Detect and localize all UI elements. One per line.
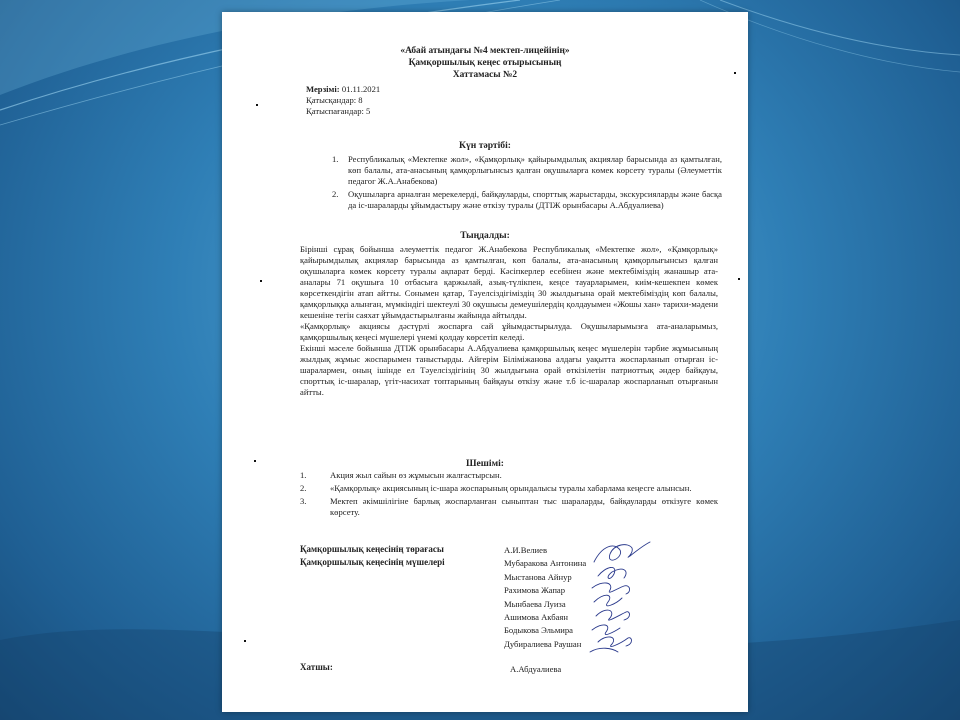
agenda-item-number: 2. [332,189,339,199]
agenda-list [332,154,722,213]
agenda-item [332,154,722,187]
date-label: Мерзімі: [306,84,340,94]
agenda-item-text: Республикалық «Мектепке жол», «Қамқорлық» қайырымдылық акциялар барысында аз қамтылған, көп балалы, ата-анасының қамқорлығынсыз қалған оқушыларға көмек көрсету туралы (Әлеуметтік педагог Ж.А.Анабекова) [348,154,722,186]
absentees-count: Қатыспағандар: 5 [306,106,371,116]
signatory-list [504,545,586,652]
chair-label: Қамқоршылық кеңесінің төрағасы [300,544,444,554]
scan-mark [254,460,256,462]
signatory-name: Бодыкова Эльмира [504,625,573,636]
signatory-name: Мыстанова Айнур [504,571,572,582]
attendees-count: Қатысқандар: 8 [306,95,363,105]
scan-mark [260,280,262,282]
secretary-label: Хатшы: [300,662,333,672]
agenda-item [332,189,722,211]
scan-mark [256,104,258,106]
scan-mark [244,640,246,642]
signatory-name: Рахимова Жапар [504,585,566,596]
heard-section [300,244,718,398]
header-protocol-number: Хаттамасы №2 [452,70,518,80]
signatory-name: Дубиралиева Раушан [504,638,582,649]
heard-paragraph: «Қамқорлық» акциясы дәстүрлі жоспарға сай ұйымдастырылуда. Оқушыларымызға ата-аналарымыз, қамқоршылық кеңесі мүшелері үнемі қолдау көрсетіп келеді. [300,321,718,342]
scan-mark [738,278,740,280]
members-label: Қамқоршылық кеңесінің мүшелері [300,557,445,567]
decision-list [300,470,718,520]
meeting-date [306,84,380,95]
header-school-name: «Абай атындағы №4 мектеп-лицейінің» [400,46,570,56]
heard-title: Тыңдалды: [460,230,510,241]
signatory-name: Мынбаева Луиза [504,598,566,609]
meta-block [306,84,380,117]
header-council-title: Қамқоршылық кеңес отырысының [408,58,562,68]
heard-paragraph: Бірінші сұрақ бойынша әлеуметтік педагог Ж.Анабекова Республикалық «Мектепке жол», «Қамқорлық» қайырымдылық акциялар барысында аз қамтылған, көп балалы, ата-анасының қамқорлығынсыз қалған оқушыларға көмек көрсету туралы ақпарат берді. Кәсіпкерлер есебінен және мектебіміздің жанашыр ата-аналары 71 оқушыға 10 отбасыға қаржылай, азық-түлікпен, кеңсе тауарларымен, киім-кешекпен көмек көрсеткендігін атап айтты. Сонымен қатар, Тәуелсіздігіміздің 30 жылдығына орай мектебіміздің көп балалы, қамқорлыққа алынған, мүмкіндігі шектеулі 30 оқушысы демеушілердің қолдауымен «Жошы хан» тарихи-мәдени кешеніне тегін саяхат ұйымдастырылғаны жайында айтылды. [300,244,718,320]
agenda-item-text: Оқушыларға арналған мерекелерді, байқауларды, спорттық жарыстарды, экскурсияларды және басқа да іс-шараларды ұйымдастыру және өткізу туралы (ДТІЖ орынбасары А.Абдуалиева) [348,189,722,210]
handwritten-signatures [584,540,664,658]
decision-item-text: Мектеп әкімшілігіне барлық жоспарланған сыныптан тыс шараларды, байқауларды өткізуге көмек көрсету. [330,496,718,517]
decision-item-number: 1. [300,470,307,480]
decision-item [300,496,718,518]
decision-item-number: 2. [300,483,307,493]
agenda-item-number: 1. [332,154,339,164]
signatory-name: Ашимова Акбаян [504,611,568,622]
decision-item-number: 3. [300,496,307,506]
scan-mark [734,72,736,74]
decision-item [300,470,718,481]
signatory-name: Мубаракова Антонина [504,558,587,569]
decision-item-text: Акция жыл сайын өз жұмысын жалғастырсын. [330,470,502,480]
protocol-document [222,12,748,712]
agenda-title: Күн тәртібі: [459,140,511,151]
decision-item [300,483,718,494]
decision-title: Шешімі: [466,458,504,469]
signatory-name: А.И.Велиев [504,545,548,555]
decision-item-text: «Қамқорлық» акциясының іс-шара жоспарының орындалысы туралы хабарлама кеңесге алынсын. [330,483,692,493]
heard-paragraph: Екінші мәселе бойынша ДТІЖ орынбасары А.Абдуалиева қамқоршылық кеңес мүшелерін тәрбие жұмысының жылдық жұмыс жоспарымен таныстырды. Айгерім Біліміжанова алдағы уақытта жоспарланып отырған іс-шаралармен, оның ішінде ел Тәуелсіздігінің 30 жылдығына орай өткізілетін патриоттық әндер байқауы, спорттық іс-шаралар, үгіт-насихат топтарының байқауы өткізу және т.б іс-шаралар жоспарланып отырғанын айтты. [300,343,718,397]
date-value: 01.11.2021 [341,84,381,94]
secretary-name: А.Абдуалиева [510,664,562,674]
